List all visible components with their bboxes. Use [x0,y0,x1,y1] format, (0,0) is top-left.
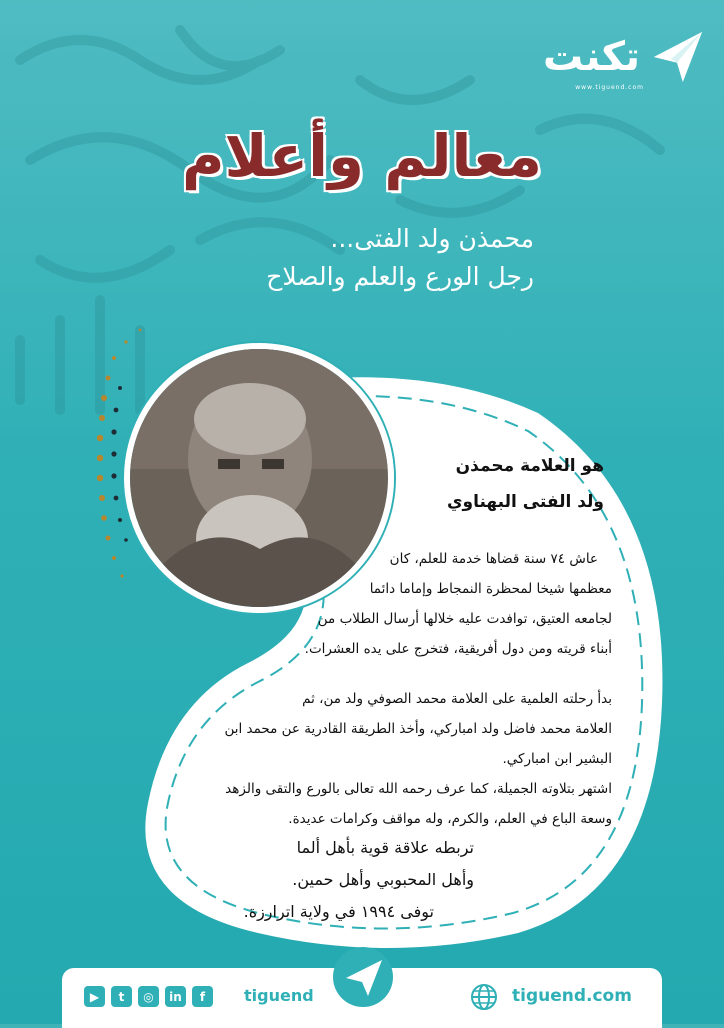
bio-paragraph-1-line-4: أبناء قريته ومن دول أفريقية، فتخرج على يده العشرات. [304,641,612,657]
brand-logo [543,28,706,86]
facebook-icon[interactable]: f [192,986,213,1007]
globe-icon [470,983,498,1011]
subtitle-line-2: رجل الورع والعلم والصلاح [266,262,534,291]
bio-heading-line-1: هو العلامة محمذن [455,456,604,476]
closing-line-2: وأهل المحبوبي وأهل حمين. [292,870,474,889]
bio-paragraph-1-line-3: لجامعه العتيق، توافدت عليه خلالها أرسال الطلاب من [317,611,612,627]
twitter-icon[interactable]: t [111,986,132,1007]
brand-name: تكنت [543,34,640,80]
bio-paragraph-3-line-2: وسعة الباع في العلم، والكرم، وله مواقف وكرامات عديدة. [288,811,612,827]
bio-paragraph-3-line-1: اشتهر بتلاوته الجميلة، كما عرف رحمه الله تعالى بالورع والتقى والزهد [225,781,612,797]
closing-line-3: توفى ١٩٩٤ في ولاية اترارزة. [243,902,434,921]
closing-line-1: تربطه علاقة قوية بأهل ألما [296,838,474,857]
brand-url-small: www.tiguend.com [575,84,644,91]
instagram-icon[interactable]: ◎ [138,986,159,1007]
bio-paragraph-1-line-1: عاش ٧٤ سنة قضاها خدمة للعلم، كان [389,551,598,567]
linkedin-icon[interactable]: in [165,986,186,1007]
bird-logo-icon [648,28,706,86]
page-title: معالم وأعلام [182,122,542,190]
bio-paragraph-1-line-2: معظمها شيخا لمحظرة النمجاط وإماما دائما [369,581,612,597]
portrait-photo [124,343,394,613]
website-link[interactable]: tiguend.com [512,986,632,1006]
bio-heading-line-2: ولد الفتى البهناوي [446,492,604,512]
social-handle[interactable]: tiguend [244,986,314,1005]
footer-bird-logo-icon [332,946,394,1008]
youtube-icon[interactable]: ▶ [84,986,105,1007]
bio-paragraph-2-line-3: البشير ابن امباركي. [502,751,612,767]
portrait-image [130,349,388,607]
bio-paragraph-2-line-2: العلامة محمد فاضل ولد امباركي، وأخذ الطريقة القادرية عن محمد ابن [224,721,612,737]
bio-paragraph-2-line-1: بدأ رحلته العلمية على العلامة محمد الصوفي ولد من، ثم [302,691,612,707]
social-icons [84,986,213,1007]
subtitle-line-1: محمذن ولد الفتى... [330,224,534,253]
